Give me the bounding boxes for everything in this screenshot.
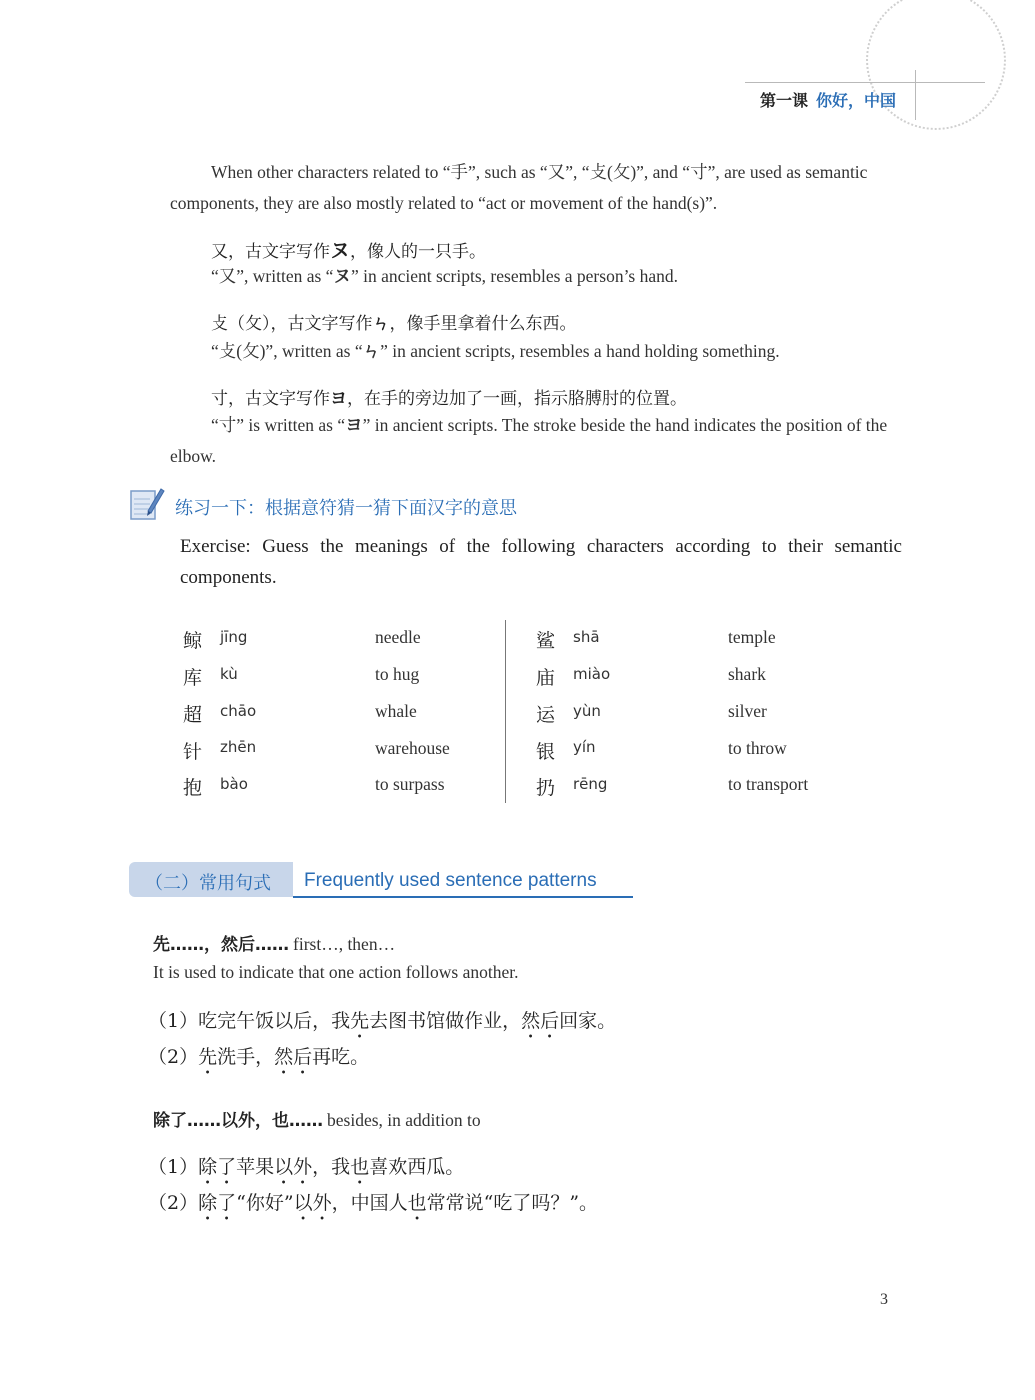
ancient-glyph-cun-inline: ヨ — [345, 415, 363, 435]
example-2-en-text: “攴(攵)”, written as “ — [211, 341, 363, 361]
ancient-glyph-you: ヌ — [330, 238, 350, 262]
sentence-text: 洗手， — [217, 1046, 275, 1068]
sentence-text: 吃完午饭以后，我 — [198, 1010, 351, 1032]
table-divider — [505, 620, 506, 803]
vocab-pinyin: zhēn — [220, 738, 257, 756]
example-3-zh-text-2: ，在手的旁边加了一画，指示胳膊肘的位置。 — [347, 389, 687, 409]
intro-line-2: components, they are also mostly related to “act or movement of the hand(s)”. — [170, 193, 718, 213]
sentence-text: ，中国人 — [331, 1192, 408, 1214]
example-1-en — [211, 261, 678, 292]
vocab-pinyin: yùn — [573, 702, 601, 720]
example-1-en-text-2: ” in ancient scripts, resembles a person’s hand. — [350, 266, 679, 286]
sentence-text: 常常说“吃了吗？”。 — [426, 1192, 599, 1214]
emphasis-text: 了 — [217, 1156, 237, 1178]
example-1-zh-text-2: ，像人的一只手。 — [350, 242, 486, 262]
exercise-instructions: Exercise: Guess the meanings of the following characters according to their semantic components. — [180, 536, 902, 588]
example-1-zh-text: 又，古文字写作 — [211, 242, 330, 262]
pattern-2-title-zh: 除了……以外，也…… — [153, 1111, 323, 1131]
vocab-meaning: silver — [728, 701, 767, 721]
vocab-char: 扔 — [536, 777, 556, 799]
vocab-meaning: needle — [375, 627, 421, 647]
vocab-pinyin: bào — [220, 775, 248, 793]
vocab-meaning: warehouse — [375, 738, 450, 758]
sentence-number: （1） — [148, 1010, 199, 1032]
example-2-zh-text-2: ，像手里拿着什么东西。 — [389, 314, 577, 334]
example-3-zh-text: 寸，古文字写作 — [211, 389, 330, 409]
emphasis-text: 然 — [274, 1046, 294, 1068]
pattern-1-title-zh: 先……，然后…… — [153, 935, 289, 955]
sentence-text: 回家。 — [559, 1010, 617, 1032]
emphasis-text: 也 — [350, 1156, 370, 1178]
section-title-en: Frequently used sentence patterns — [304, 870, 597, 891]
example-3-en-text: “寸” is written as “ — [211, 415, 346, 435]
exercise-title: 练习一下：根据意符猜一猜下面汉字的意思 — [175, 498, 517, 519]
sentence-text: 苹果 — [236, 1156, 275, 1178]
vocab-meaning: temple — [728, 627, 776, 647]
sentence-text: 再吃。 — [312, 1046, 370, 1068]
emphasis-text: 以 — [274, 1156, 294, 1178]
pattern-2-gloss: besides, in addition to — [327, 1110, 481, 1130]
notebook-pencil-icon — [128, 485, 166, 523]
ancient-glyph-pu-inline: ㄣ — [362, 341, 381, 361]
pattern-2-sentence-1 — [148, 1152, 464, 1189]
example-2-en — [211, 336, 780, 367]
vocab-meaning: to throw — [728, 738, 787, 758]
example-3-zh — [211, 384, 687, 409]
sentence-number: （1） — [148, 1156, 199, 1178]
emphasis-text: 后 — [293, 1046, 313, 1068]
pattern-1-gloss: first…, then… — [293, 934, 396, 954]
pattern-1-sentence-2 — [148, 1042, 369, 1079]
sentence-number: （2） — [148, 1192, 199, 1214]
emphasis-text: 除 — [198, 1192, 218, 1214]
pattern-2-title — [153, 1106, 481, 1131]
vocab-char: 庙 — [536, 667, 556, 689]
emphasis-text: 以 — [293, 1192, 313, 1214]
vocab-char: 鲨 — [536, 630, 556, 652]
emphasis-text: 先 — [350, 1010, 370, 1032]
vocab-pinyin: kù — [220, 665, 238, 683]
ancient-glyph-pu: ㄣ — [372, 314, 390, 334]
lesson-number: 第一课 — [760, 91, 809, 110]
sentence-number: （2） — [148, 1046, 199, 1068]
vocab-pinyin: yín — [573, 738, 596, 756]
sentence-text: 去图书馆做作业， — [369, 1010, 522, 1032]
vocab-char: 针 — [183, 741, 203, 763]
header-divider — [915, 70, 916, 120]
emphasis-text: 先 — [198, 1046, 218, 1068]
vocab-char: 鲸 — [183, 630, 203, 652]
section-underline — [293, 896, 633, 898]
example-1-en-text: “又”, written as “ — [211, 266, 334, 286]
emphasis-text: 然 — [521, 1010, 541, 1032]
vocab-pinyin: miào — [573, 665, 611, 683]
example-3-en-text-2: ” in ancient scripts. The stroke beside the hand indicates the position of the — [362, 415, 888, 435]
emphasis-text: 也 — [407, 1192, 427, 1214]
running-header — [760, 88, 896, 111]
sentence-text: ，我 — [312, 1156, 351, 1178]
vocab-meaning: to transport — [728, 774, 809, 794]
example-2-zh-text: 攴（攵），古文字写作 — [211, 314, 373, 334]
emphasis-text: 外 — [293, 1156, 313, 1178]
vocab-char: 超 — [183, 704, 203, 726]
example-3-en — [211, 410, 887, 441]
ancient-glyph-you-inline: ヌ — [333, 266, 351, 286]
vocab-pinyin: chāo — [220, 702, 257, 720]
vocab-pinyin: shā — [573, 628, 600, 646]
vocab-meaning: shark — [728, 664, 766, 684]
emphasis-text: 外 — [312, 1192, 332, 1214]
sentence-text: 喜欢西瓜。 — [369, 1156, 465, 1178]
example-2-en-text-2: ” in ancient scripts, resembles a hand holding something. — [380, 341, 780, 361]
emphasis-text: 了 — [217, 1192, 237, 1214]
example-1-zh — [211, 234, 486, 263]
vocab-meaning: whale — [375, 701, 417, 721]
pattern-2-sentence-2 — [148, 1188, 598, 1225]
ancient-glyph-cun: ヨ — [330, 389, 347, 409]
pattern-1-description: It is used to indicate that one action follows another. — [153, 962, 519, 982]
header-rule — [745, 82, 985, 83]
vocab-pinyin: jīng — [220, 628, 248, 646]
vocab-meaning: to hug — [375, 664, 420, 684]
example-2-zh — [211, 309, 577, 334]
vocab-meaning: to surpass — [375, 774, 445, 794]
pattern-1-sentence-1 — [148, 1006, 616, 1043]
intro-line-1: When other characters related to “手”, such as “又”, “攴(攵)”, and “寸”, are used as semantic — [211, 162, 868, 182]
section-title-zh: （二）常用句式 — [145, 873, 271, 894]
vocab-char: 运 — [536, 704, 556, 726]
vocab-pinyin: rēng — [573, 775, 608, 793]
example-3-en-line-2: elbow. — [170, 446, 217, 466]
intro-paragraph — [170, 157, 903, 219]
emphasis-text: 后 — [540, 1010, 560, 1032]
vocab-char: 库 — [183, 667, 203, 689]
vocab-char: 抱 — [183, 777, 203, 799]
lesson-title: 你好，中国 — [816, 91, 897, 110]
sentence-text: “你好” — [236, 1192, 294, 1214]
vocab-char: 银 — [536, 741, 556, 763]
pattern-1-title — [153, 930, 395, 955]
page-number: 3 — [880, 1291, 888, 1308]
emphasis-text: 除 — [198, 1156, 218, 1178]
